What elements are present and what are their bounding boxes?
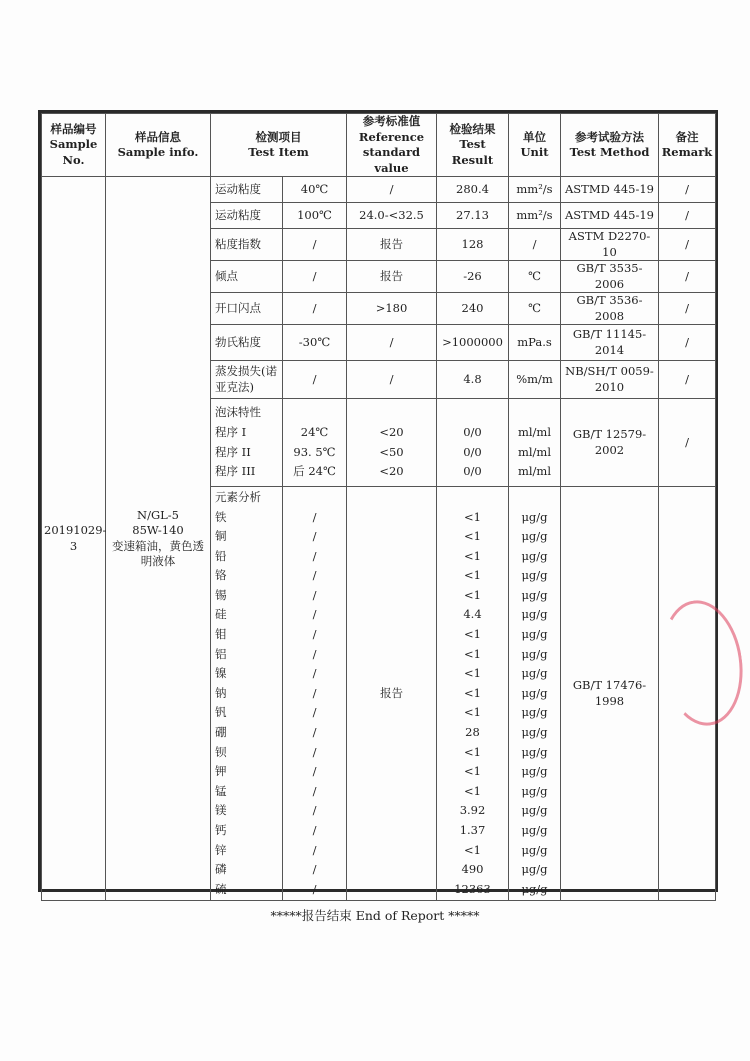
header-test-item: 检测项目 Test Item bbox=[211, 114, 347, 177]
foam-temp-cell: 24℃ 93. 5℃ 后 24℃ bbox=[283, 399, 347, 487]
test-report-table bbox=[41, 113, 716, 901]
method-cell: GB/T 11145-2014 bbox=[561, 325, 659, 361]
header-remark: 备注 Remark bbox=[659, 114, 716, 177]
table-row bbox=[42, 177, 716, 203]
item-cell: 蒸发损失(诺亚克法) bbox=[211, 361, 283, 399]
sample-info-cell: N/GL-5 85W-140 变速箱油，黄色透 明液体 bbox=[106, 177, 211, 901]
reference-cell: >180 bbox=[347, 293, 437, 325]
condition-cell: 100℃ bbox=[283, 203, 347, 229]
header-unit: 单位 Unit bbox=[509, 114, 561, 177]
method-cell: GB/T 12579-2002 bbox=[561, 399, 659, 487]
unit-cell: / bbox=[509, 229, 561, 261]
condition-cell: 40℃ bbox=[283, 177, 347, 203]
remark-cell: / bbox=[659, 261, 716, 293]
item-cell: 运动粘度 bbox=[211, 177, 283, 203]
reference-cell: / bbox=[347, 325, 437, 361]
element-ref-cell: 报告 bbox=[347, 487, 437, 901]
result-cell: 4.8 bbox=[437, 361, 509, 399]
element-units-cell: μg/g μg/g μg/g μg/g μg/g μg/g μg/g μg/g μg/g μg/g μg/g μg/g μg/g μg/g μg/g μg/g μg/g μg/g μg/g μg/g bbox=[509, 487, 561, 901]
unit-cell: mm²/s bbox=[509, 177, 561, 203]
remark-cell: / bbox=[659, 325, 716, 361]
result-cell: 27.13 bbox=[437, 203, 509, 229]
element-conds-cell: / / / / / / / / / / / / / / / / / / / / bbox=[283, 487, 347, 901]
unit-cell: ℃ bbox=[509, 261, 561, 293]
header-method: 参考试验方法 Test Method bbox=[561, 114, 659, 177]
result-cell: 128 bbox=[437, 229, 509, 261]
foam-item-cell: 泡沫特性 程序 I 程序 II 程序 III bbox=[211, 399, 283, 487]
item-cell: 开口闪点 bbox=[211, 293, 283, 325]
sample-no-cell: 20191029- 3 bbox=[42, 177, 106, 901]
method-cell: GB/T 3535-2006 bbox=[561, 261, 659, 293]
unit-cell: mm²/s bbox=[509, 203, 561, 229]
reference-cell: 报告 bbox=[347, 229, 437, 261]
condition-cell: / bbox=[283, 229, 347, 261]
reference-cell: 24.0-<32.5 bbox=[347, 203, 437, 229]
method-cell: GB/T 3536-2008 bbox=[561, 293, 659, 325]
header-row bbox=[42, 114, 716, 177]
remark-cell: / bbox=[659, 203, 716, 229]
foam-result-cell: 0/0 0/0 0/0 bbox=[437, 399, 509, 487]
foam-unit-cell: ml/ml ml/ml ml/ml bbox=[509, 399, 561, 487]
remark-cell: / bbox=[659, 361, 716, 399]
condition-cell: / bbox=[283, 361, 347, 399]
unit-cell: %m/m bbox=[509, 361, 561, 399]
condition-cell: / bbox=[283, 293, 347, 325]
remark-cell: / bbox=[659, 399, 716, 487]
remark-cell: / bbox=[659, 229, 716, 261]
item-cell: 运动粘度 bbox=[211, 203, 283, 229]
element-method-cell: GB/T 17476-1998 bbox=[561, 487, 659, 901]
header-sample-no: 样品编号 Sample No. bbox=[42, 114, 106, 177]
remark-cell: / bbox=[659, 177, 716, 203]
reference-cell: 报告 bbox=[347, 261, 437, 293]
result-cell: -26 bbox=[437, 261, 509, 293]
result-cell: >1000000 bbox=[437, 325, 509, 361]
method-cell: ASTMD 445-19 bbox=[561, 177, 659, 203]
reference-cell: / bbox=[347, 361, 437, 399]
header-result: 检验结果 Test Result bbox=[437, 114, 509, 177]
foam-ref-cell: <20 <50 <20 bbox=[347, 399, 437, 487]
element-results-cell: <1 <1 <1 <1 <1 4.4 <1 <1 <1 <1 <1 28 <1 <1 <1 3.92 1.37 <1 490 12363 bbox=[437, 487, 509, 901]
header-reference: 参考标准值 Reference standard value bbox=[347, 114, 437, 177]
remark-cell: / bbox=[659, 293, 716, 325]
condition-cell: -30℃ bbox=[283, 325, 347, 361]
result-cell: 280.4 bbox=[437, 177, 509, 203]
item-cell: 粘度指数 bbox=[211, 229, 283, 261]
method-cell: ASTMD 445-19 bbox=[561, 203, 659, 229]
item-cell: 倾点 bbox=[211, 261, 283, 293]
item-cell: 勃氏粘度 bbox=[211, 325, 283, 361]
element-names-cell: 元素分析 铁 铜 铅 铬 锡 硅 钼 铝 镍 钠 钒 硼 钡 钾 锰 镁 钙 锌 磷 硫 bbox=[211, 487, 283, 901]
unit-cell: ℃ bbox=[509, 293, 561, 325]
header-sample-info: 样品信息 Sample info. bbox=[106, 114, 211, 177]
method-cell: NB/SH/T 0059-2010 bbox=[561, 361, 659, 399]
condition-cell: / bbox=[283, 261, 347, 293]
method-cell: ASTM D2270-10 bbox=[561, 229, 659, 261]
reference-cell: / bbox=[347, 177, 437, 203]
result-cell: 240 bbox=[437, 293, 509, 325]
unit-cell: mPa.s bbox=[509, 325, 561, 361]
end-of-report: *****报告结束 End of Report ***** bbox=[270, 908, 480, 923]
